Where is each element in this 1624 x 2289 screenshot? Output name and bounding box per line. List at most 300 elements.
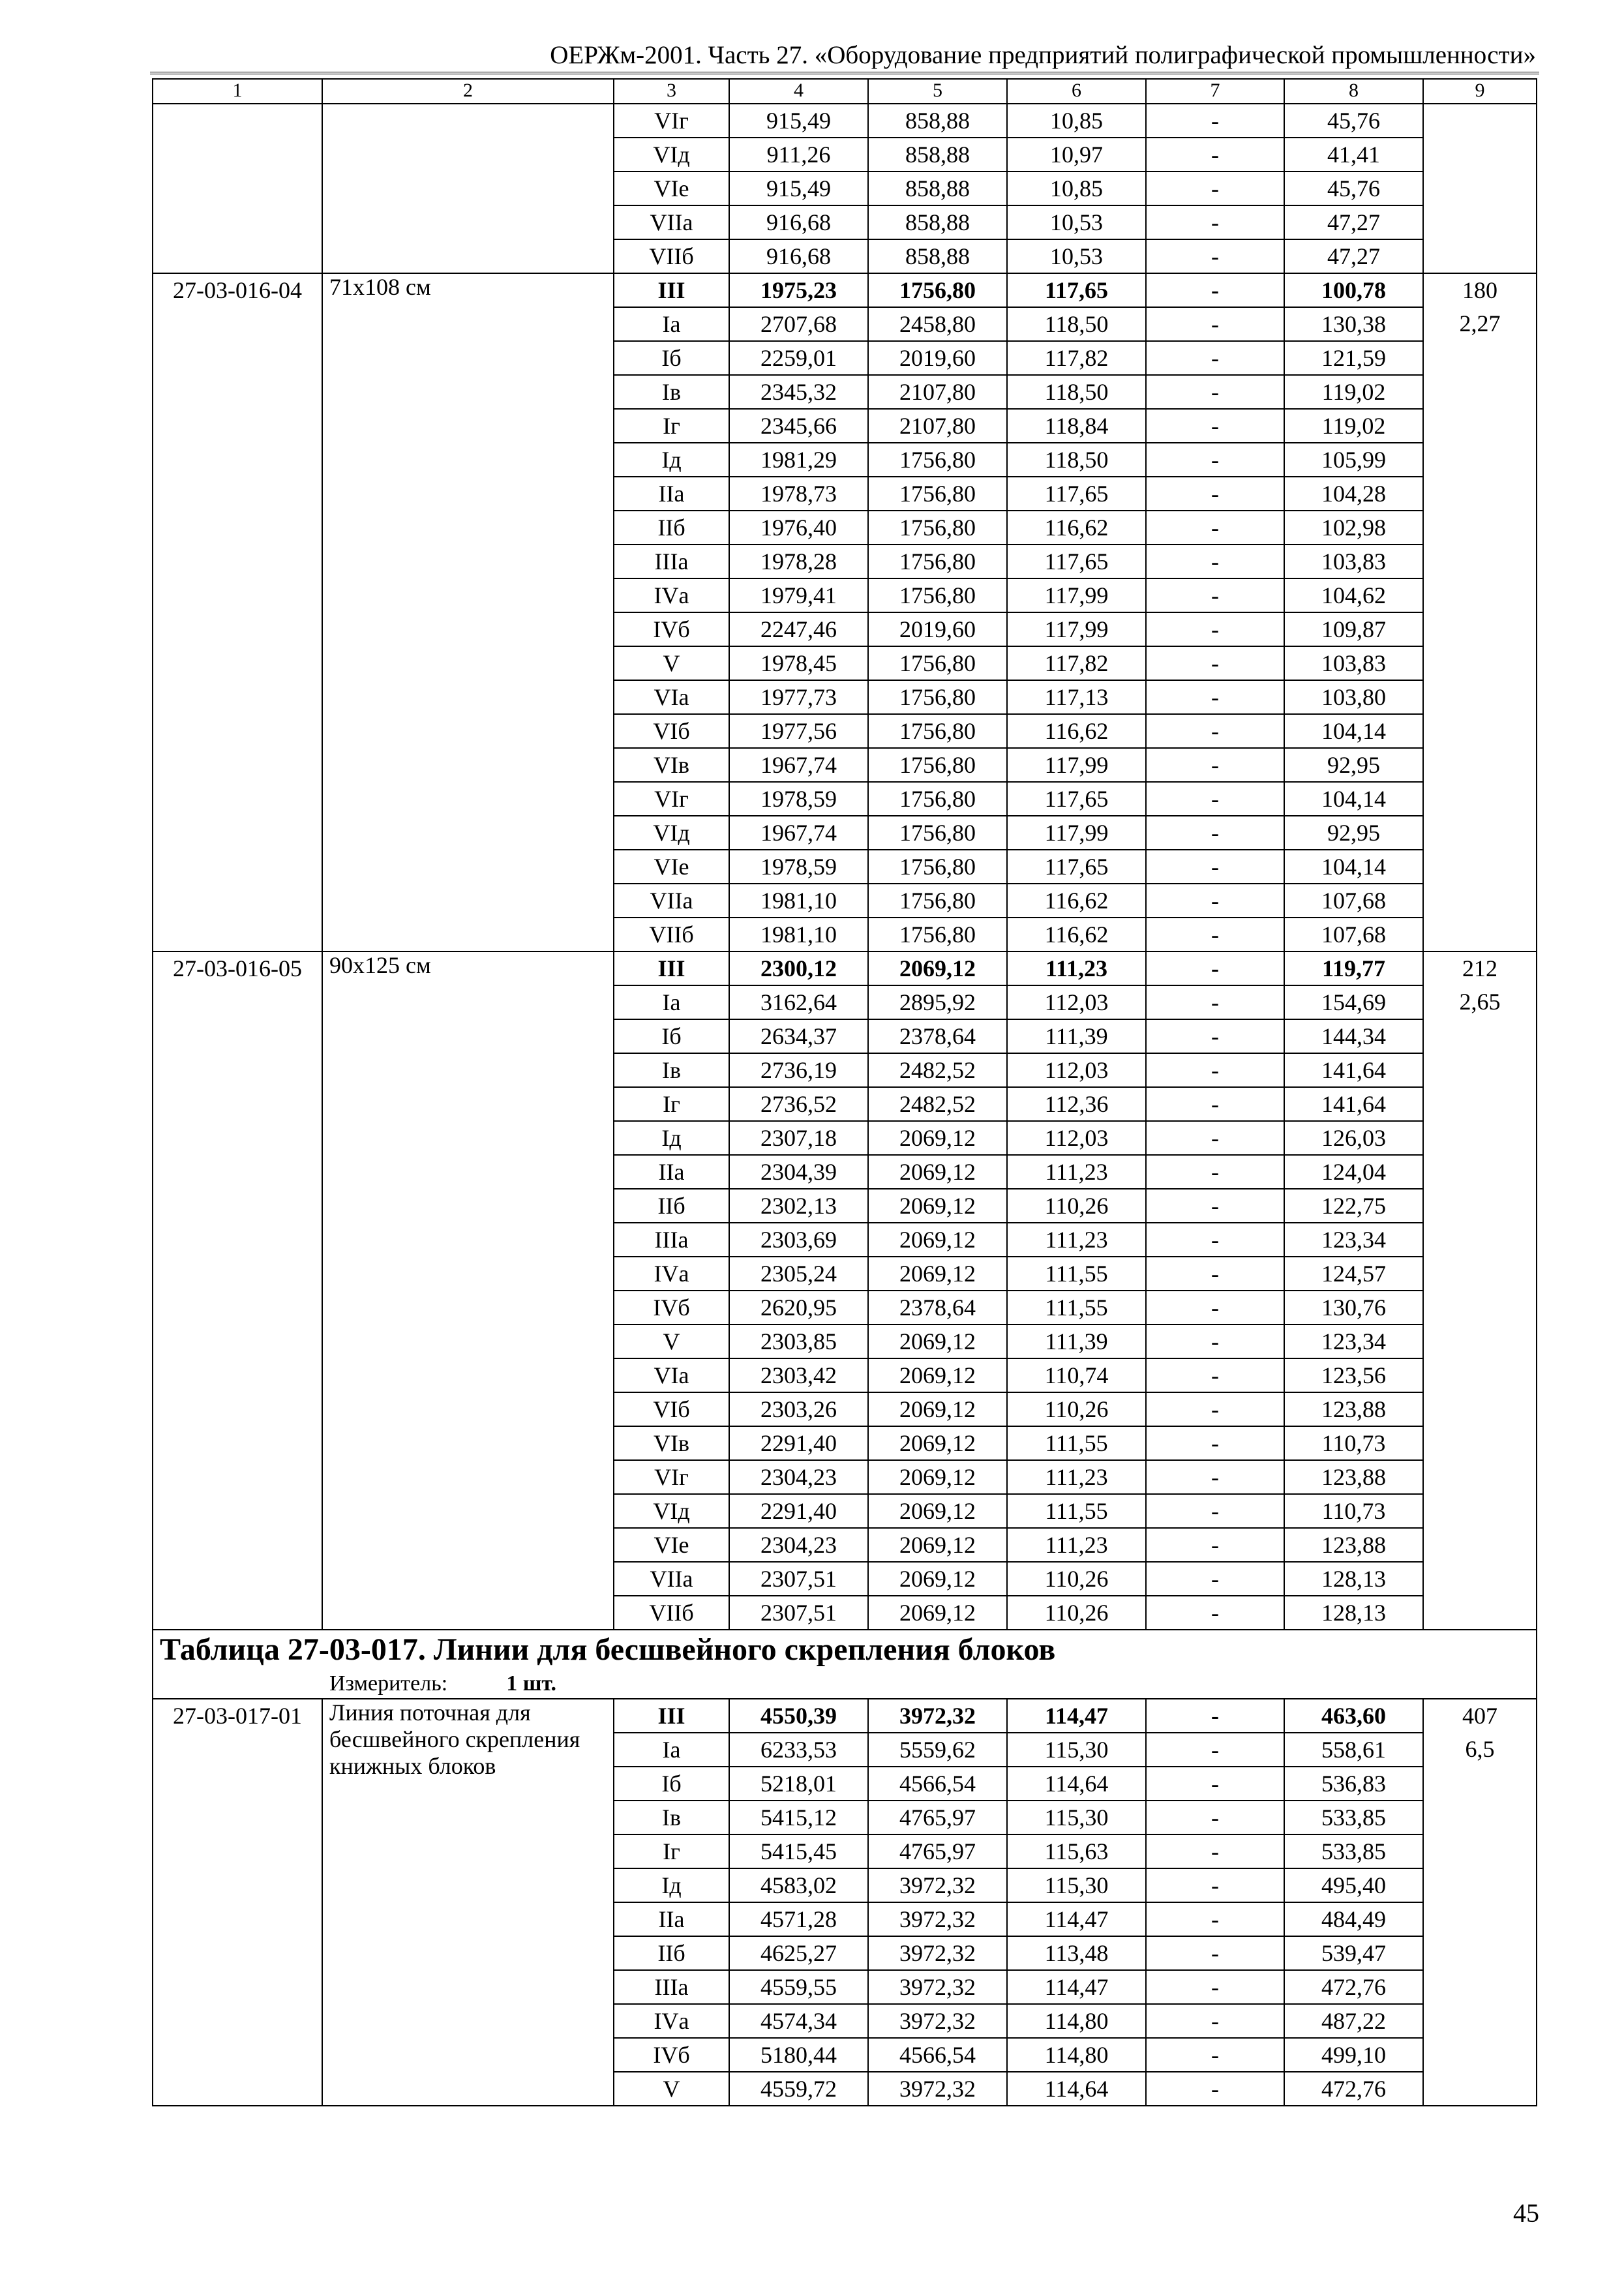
value-cell: 116,62 [1007,918,1146,951]
value-cell: 117,82 [1007,646,1146,680]
column-number: 6 [1007,79,1146,104]
value-cell: 104,62 [1284,578,1423,612]
zone-code: IIIа [614,1970,729,2004]
value-cell: - [1146,1834,1284,1868]
value-cell: - [1146,884,1284,918]
zone-code: V [614,2072,729,2106]
value-cell: 2300,12 [729,951,868,985]
value-cell: 1756,80 [868,578,1007,612]
zone-code: Iб [614,341,729,375]
value-cell: 118,50 [1007,443,1146,477]
value-cell: 41,41 [1284,138,1423,172]
value-cell: - [1146,511,1284,545]
value-cell: 114,47 [1007,1699,1146,1733]
value-cell: 2107,80 [868,375,1007,409]
zone-code: VIд [614,138,729,172]
value-cell: 126,03 [1284,1121,1423,1155]
value-cell: 110,26 [1007,1189,1146,1223]
value-cell: 115,30 [1007,1868,1146,1902]
value-cell: 124,57 [1284,1257,1423,1291]
value-cell: - [1146,1596,1284,1630]
zone-code: IVа [614,2004,729,2038]
value-cell: - [1146,2038,1284,2072]
value-cell: 10,85 [1007,104,1146,138]
value-cell: 1756,80 [868,477,1007,511]
value-cell: 2069,12 [868,1460,1007,1494]
value-cell: 4583,02 [729,1868,868,1902]
value-cell: 112,03 [1007,985,1146,1019]
zone-code: VIIб [614,1596,729,1630]
value-cell: 1756,80 [868,816,1007,850]
value-cell: 2307,51 [729,1562,868,1596]
value-cell: 92,95 [1284,748,1423,782]
value-cell: 103,80 [1284,680,1423,714]
value-cell: 2247,46 [729,612,868,646]
value-cell: 118,84 [1007,409,1146,443]
value-cell: 116,62 [1007,511,1146,545]
value-cell: 1981,10 [729,884,868,918]
column-number: 7 [1146,79,1284,104]
value-cell: 3972,32 [868,1699,1007,1733]
value-cell: 154,69 [1284,985,1423,1019]
zone-code: IIб [614,1936,729,1970]
value-cell: 2291,40 [729,1426,868,1460]
value-cell: 4550,39 [729,1699,868,1733]
value-cell: 121,59 [1284,341,1423,375]
value-cell: 463,60 [1284,1699,1423,1733]
value-cell: 114,47 [1007,1902,1146,1936]
value-cell: 858,88 [868,138,1007,172]
price-table [152,78,1537,2106]
value-cell: 1978,45 [729,646,868,680]
value-cell: - [1146,1392,1284,1426]
zone-code: VIа [614,1358,729,1392]
zone-code: VIIа [614,205,729,239]
value-cell: 10,53 [1007,205,1146,239]
value-cell: 2304,23 [729,1528,868,1562]
value-cell: - [1146,1291,1284,1324]
value-cell: - [1146,1426,1284,1460]
value-cell: 111,55 [1007,1257,1146,1291]
value-cell: 124,04 [1284,1155,1423,1189]
value-cell: 117,65 [1007,273,1146,307]
extra-cell: 212 [1423,951,1537,985]
value-cell: 112,36 [1007,1087,1146,1121]
value-cell: 100,78 [1284,273,1423,307]
value-cell: 10,53 [1007,239,1146,273]
value-cell: 2069,12 [868,1121,1007,1155]
value-cell: 47,27 [1284,205,1423,239]
value-cell: 112,03 [1007,1053,1146,1087]
value-cell: 5415,45 [729,1834,868,1868]
zone-code: IIа [614,477,729,511]
zone-code: VIе [614,850,729,884]
value-cell: 4571,28 [729,1902,868,1936]
value-cell: 2303,26 [729,1392,868,1426]
value-cell: 109,87 [1284,612,1423,646]
zone-code: IVб [614,1291,729,1324]
value-cell: 4574,34 [729,2004,868,2038]
column-number: 3 [614,79,729,104]
value-cell: 111,23 [1007,1460,1146,1494]
value-cell: 916,68 [729,239,868,273]
value-cell: - [1146,307,1284,341]
zone-code: IIб [614,511,729,545]
value-cell: 2736,19 [729,1053,868,1087]
value-cell: 114,80 [1007,2038,1146,2072]
value-cell: 2259,01 [729,341,868,375]
value-cell: - [1146,1528,1284,1562]
value-cell: 115,63 [1007,1834,1146,1868]
value-cell: 104,28 [1284,477,1423,511]
value-cell: 104,14 [1284,714,1423,748]
extra-cell: 407 [1423,1699,1537,1733]
value-cell: 2707,68 [729,307,868,341]
value-cell: 1979,41 [729,578,868,612]
zone-code: IIIа [614,1223,729,1257]
value-cell: 117,82 [1007,341,1146,375]
value-cell: - [1146,918,1284,951]
value-cell: 104,14 [1284,782,1423,816]
value-cell: 2620,95 [729,1291,868,1324]
value-cell: 1978,73 [729,477,868,511]
zone-code: VIIб [614,918,729,951]
value-cell: 1975,23 [729,273,868,307]
value-cell: 107,68 [1284,918,1423,951]
value-cell: 858,88 [868,172,1007,205]
zone-code: III [614,273,729,307]
value-cell: 110,26 [1007,1392,1146,1426]
value-cell: 2069,12 [868,1155,1007,1189]
item-name [322,104,614,273]
value-cell: 1756,80 [868,918,1007,951]
value-cell: 6233,53 [729,1733,868,1767]
value-cell: 4765,97 [868,1834,1007,1868]
section-row [153,1630,1537,1699]
value-cell: 472,76 [1284,1970,1423,2004]
value-cell: 141,64 [1284,1087,1423,1121]
value-cell: 128,13 [1284,1596,1423,1630]
value-cell: 123,88 [1284,1392,1423,1426]
value-cell: 472,76 [1284,2072,1423,2106]
value-cell: 1981,10 [729,918,868,951]
value-cell: 117,99 [1007,612,1146,646]
zone-code: VIе [614,172,729,205]
item-code: 27-03-017-01 [153,1699,322,2106]
value-cell: 4566,54 [868,1767,1007,1801]
value-cell: 2307,51 [729,1596,868,1630]
value-cell: - [1146,205,1284,239]
value-cell: - [1146,1801,1284,1834]
value-cell: 3972,32 [868,2004,1007,2038]
value-cell: 107,68 [1284,884,1423,918]
value-cell: - [1146,375,1284,409]
zone-code: IIб [614,1189,729,1223]
value-cell: 118,50 [1007,307,1146,341]
value-cell: 2302,13 [729,1189,868,1223]
zone-code: Iг [614,1087,729,1121]
value-cell: 117,65 [1007,477,1146,511]
value-cell: 2107,80 [868,409,1007,443]
value-cell: 111,55 [1007,1494,1146,1528]
value-cell: 115,30 [1007,1801,1146,1834]
value-cell: - [1146,1257,1284,1291]
zone-code: VIв [614,1426,729,1460]
zone-code: IVа [614,1257,729,1291]
value-cell: - [1146,1767,1284,1801]
value-cell: 2378,64 [868,1019,1007,1053]
zone-code: Iг [614,409,729,443]
value-cell: 111,39 [1007,1019,1146,1053]
value-cell: 110,26 [1007,1596,1146,1630]
value-cell: 110,26 [1007,1562,1146,1596]
value-cell: 119,02 [1284,375,1423,409]
value-cell: 1756,80 [868,646,1007,680]
value-cell: 111,39 [1007,1324,1146,1358]
value-cell: - [1146,2004,1284,2038]
value-cell: - [1146,545,1284,578]
value-cell: - [1146,172,1284,205]
value-cell: - [1146,1358,1284,1392]
value-cell: 114,80 [1007,2004,1146,2038]
zone-code: VIIа [614,884,729,918]
value-cell: 45,76 [1284,104,1423,138]
page-header [150,40,1539,74]
value-cell: - [1146,1970,1284,2004]
item-name: Линия поточная для бесшвейного скрепления книжных блоков [322,1699,614,2106]
value-cell: 1756,80 [868,714,1007,748]
zone-code: VIг [614,1460,729,1494]
zone-code: VIб [614,1392,729,1426]
zone-code: Iб [614,1767,729,1801]
value-cell: - [1146,1699,1284,1733]
zone-code: IIа [614,1902,729,1936]
zone-code: IIа [614,1155,729,1189]
value-cell: - [1146,443,1284,477]
value-cell: 123,88 [1284,1460,1423,1494]
value-cell: 2019,60 [868,341,1007,375]
value-cell: - [1146,1902,1284,1936]
value-cell: 123,34 [1284,1324,1423,1358]
value-cell: - [1146,1019,1284,1053]
value-cell: 3972,32 [868,1902,1007,1936]
zone-code: Iв [614,1801,729,1834]
value-cell: 911,26 [729,138,868,172]
column-number-row [153,79,1537,104]
value-cell: 102,98 [1284,511,1423,545]
value-cell: 130,38 [1284,307,1423,341]
zone-code: III [614,951,729,985]
value-cell: 3972,32 [868,1868,1007,1902]
table-row [153,273,1537,307]
section-title: Таблица 27-03-017. Линии для бесшвейного скрепления блоков [160,1632,1056,1667]
value-cell: - [1146,680,1284,714]
value-cell: 858,88 [868,205,1007,239]
value-cell: - [1146,1223,1284,1257]
zone-code: Iа [614,985,729,1019]
value-cell: 114,64 [1007,1767,1146,1801]
zone-code: VIе [614,1528,729,1562]
value-cell: - [1146,477,1284,511]
value-cell: - [1146,2072,1284,2106]
column-number: 1 [153,79,322,104]
value-cell: 1756,80 [868,511,1007,545]
value-cell: 10,97 [1007,138,1146,172]
item-name: 90х125 см [322,951,614,1630]
value-cell: 110,73 [1284,1426,1423,1460]
value-cell: - [1146,104,1284,138]
value-cell: 115,30 [1007,1733,1146,1767]
column-number: 8 [1284,79,1423,104]
zone-code: IVб [614,2038,729,2072]
value-cell: 2069,12 [868,1426,1007,1460]
value-cell: 4566,54 [868,2038,1007,2072]
value-cell: - [1146,341,1284,375]
value-cell: 915,49 [729,104,868,138]
value-cell: 2303,69 [729,1223,868,1257]
zone-code: V [614,646,729,680]
value-cell: 1978,28 [729,545,868,578]
table-row [153,104,1537,138]
zone-code: VIIб [614,239,729,273]
value-cell: 1756,80 [868,748,1007,782]
value-cell: - [1146,782,1284,816]
value-cell: 111,55 [1007,1426,1146,1460]
zone-code: Iд [614,443,729,477]
value-cell: - [1146,1460,1284,1494]
value-cell: 1756,80 [868,545,1007,578]
value-cell: 105,99 [1284,443,1423,477]
zone-code: VIд [614,816,729,850]
value-cell: 487,22 [1284,2004,1423,2038]
value-cell: 2482,52 [868,1053,1007,1087]
extra-cell: 180 [1423,273,1537,307]
value-cell: 111,55 [1007,1291,1146,1324]
value-cell: 2305,24 [729,1257,868,1291]
value-cell: 1981,29 [729,443,868,477]
value-cell: - [1146,1324,1284,1358]
item-code: 27-03-016-05 [153,951,322,1630]
column-number: 5 [868,79,1007,104]
value-cell: 5218,01 [729,1767,868,1801]
value-cell: - [1146,1733,1284,1767]
value-cell: 3972,32 [868,2072,1007,2106]
value-cell: 114,47 [1007,1970,1146,2004]
item-code: 27-03-016-04 [153,273,322,951]
value-cell: 113,48 [1007,1936,1146,1970]
value-cell: 117,99 [1007,578,1146,612]
value-cell: 3972,32 [868,1936,1007,1970]
value-cell: 2458,80 [868,307,1007,341]
value-cell: 484,49 [1284,1902,1423,1936]
value-cell: 2736,52 [729,1087,868,1121]
value-cell: 110,73 [1284,1494,1423,1528]
value-cell: 116,62 [1007,714,1146,748]
column-number: 9 [1423,79,1537,104]
zone-code: Iг [614,1834,729,1868]
value-cell: - [1146,612,1284,646]
value-cell: 1977,73 [729,680,868,714]
value-cell: 2069,12 [868,1528,1007,1562]
extra-cell: 2,27 [1423,307,1537,951]
value-cell: 122,75 [1284,1189,1423,1223]
value-cell: - [1146,409,1284,443]
zone-code: IVб [614,612,729,646]
table-row [153,1699,1537,1733]
value-cell: 2303,85 [729,1324,868,1358]
value-cell: 117,65 [1007,782,1146,816]
value-cell: 1756,80 [868,850,1007,884]
value-cell: 2304,23 [729,1460,868,1494]
column-number: 4 [729,79,868,104]
zone-code: IVа [614,578,729,612]
zone-code: VIб [614,714,729,748]
value-cell: 103,83 [1284,646,1423,680]
value-cell: 2019,60 [868,612,1007,646]
value-cell: 117,65 [1007,850,1146,884]
value-cell: 2291,40 [729,1494,868,1528]
value-cell: 536,83 [1284,1767,1423,1801]
value-cell: 2307,18 [729,1121,868,1155]
value-cell: 5415,12 [729,1801,868,1834]
value-cell: 533,85 [1284,1834,1423,1868]
value-cell: 2069,12 [868,1392,1007,1426]
value-cell: 128,13 [1284,1562,1423,1596]
value-cell: - [1146,1053,1284,1087]
value-cell: 1977,56 [729,714,868,748]
item-code [153,104,322,273]
value-cell: 2069,12 [868,1596,1007,1630]
value-cell: 111,23 [1007,951,1146,985]
value-cell: 118,50 [1007,375,1146,409]
unit-value: 1 шт. [506,1671,557,1696]
value-cell: 499,10 [1284,2038,1423,2072]
value-cell: 144,34 [1284,1019,1423,1053]
extra-cell [1423,104,1537,273]
value-cell: 1976,40 [729,511,868,545]
value-cell: 1756,80 [868,884,1007,918]
value-cell: - [1146,748,1284,782]
value-cell: 47,27 [1284,239,1423,273]
value-cell: 4559,72 [729,2072,868,2106]
value-cell: - [1146,1936,1284,1970]
value-cell: 114,64 [1007,2072,1146,2106]
value-cell: 119,77 [1284,951,1423,985]
value-cell: 2304,39 [729,1155,868,1189]
value-cell: - [1146,578,1284,612]
value-cell: - [1146,239,1284,273]
table-row [153,951,1537,985]
item-name: 71х108 см [322,273,614,951]
value-cell: 119,02 [1284,409,1423,443]
value-cell: 2345,66 [729,409,868,443]
value-cell: 2378,64 [868,1291,1007,1324]
zone-code: V [614,1324,729,1358]
zone-code: Iд [614,1868,729,1902]
value-cell: 5180,44 [729,2038,868,2072]
value-cell: 2345,32 [729,375,868,409]
value-cell: 117,99 [1007,748,1146,782]
value-cell: 1978,59 [729,850,868,884]
value-cell: 2069,12 [868,1358,1007,1392]
zone-code: VIа [614,680,729,714]
value-cell: 533,85 [1284,1801,1423,1834]
value-cell: - [1146,1087,1284,1121]
value-cell: 5559,62 [868,1733,1007,1767]
value-cell: 495,40 [1284,1868,1423,1902]
value-cell: 4625,27 [729,1936,868,1970]
value-cell: 1978,59 [729,782,868,816]
